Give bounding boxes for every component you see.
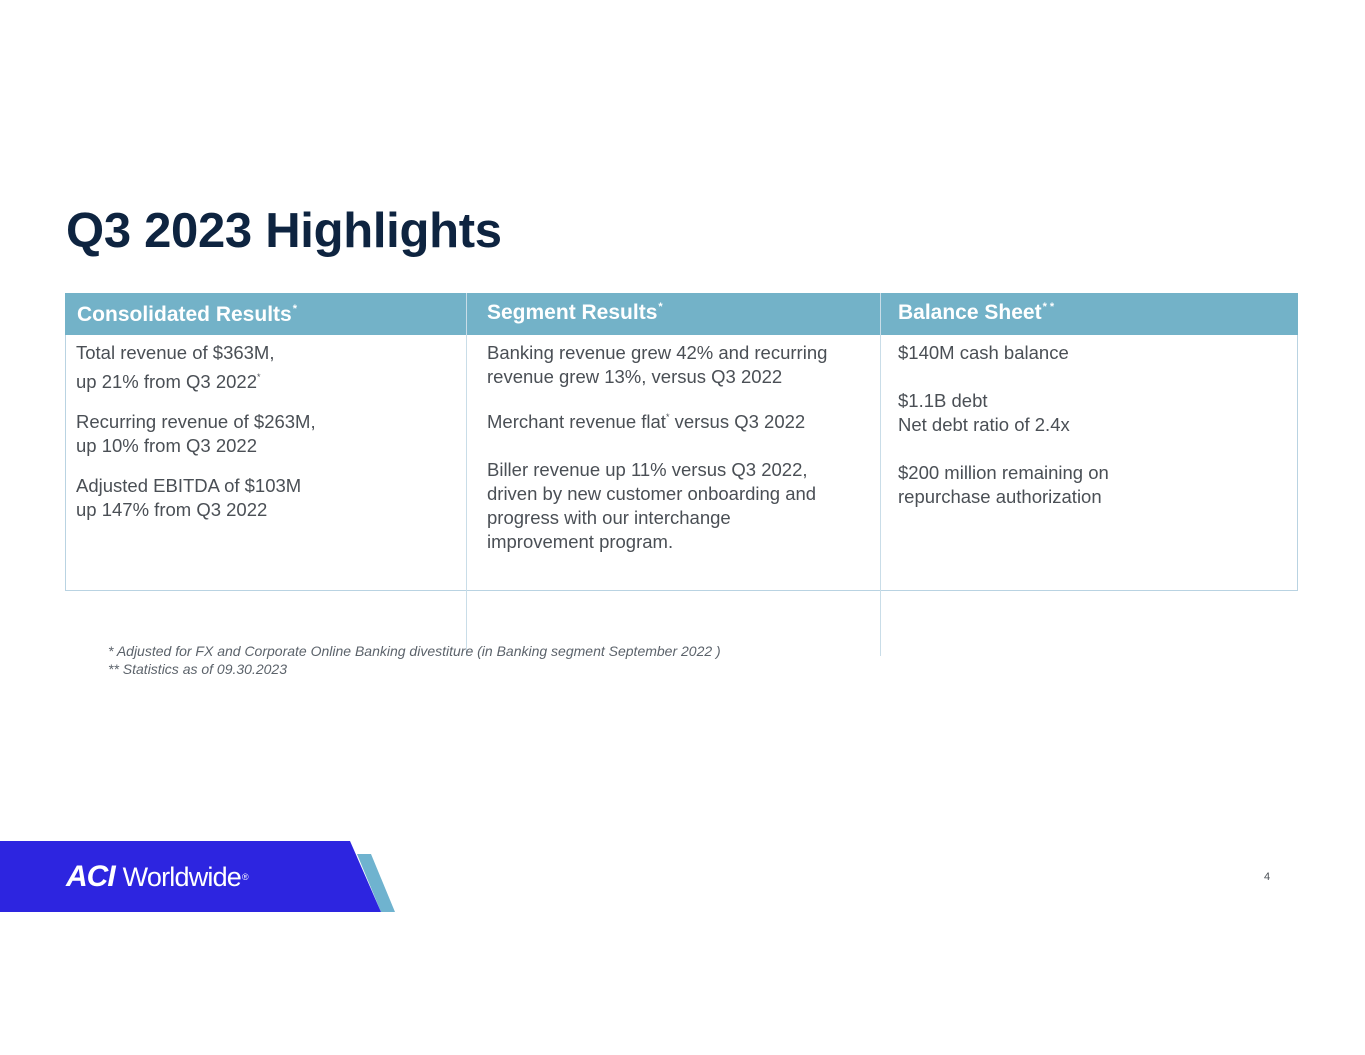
column-heading-balance-sheet: Balance Sheet* *: [898, 301, 1055, 324]
column-divider: [466, 293, 467, 656]
list-item: $200 million remaining on repurchase authorization: [898, 462, 1109, 507]
column-divider: [880, 293, 881, 656]
logo-mark: ACI: [66, 860, 115, 893]
list-item: Merchant revenue flat* versus Q3 2022: [487, 411, 806, 432]
list-item: $140M cash balance: [898, 342, 1069, 363]
footnote-statistics: ** Statistics as of 09.30.2023: [108, 661, 287, 677]
segment-results-cell: [487, 341, 827, 554]
column-heading-segment: Segment Results*: [487, 301, 663, 324]
list-item: Adjusted EBITDA of $103M up 147% from Q3 2022: [76, 475, 302, 520]
list-item: Total revenue of $363M, up 21% from Q3 2022*: [76, 342, 275, 392]
page-number: 4: [1264, 871, 1271, 883]
list-item: $1.1B debt Net debt ratio of 2.4x: [898, 390, 1070, 435]
logo-wordmark: Worldwide: [122, 861, 242, 892]
aci-worldwide-logo: [66, 860, 249, 894]
consolidated-results-cell: [76, 341, 316, 522]
logo-registered-mark: ®: [242, 872, 249, 882]
page-title: Q3 2023 Highlights: [66, 204, 502, 258]
list-item: Banking revenue grew 42% and recurring revenue grew 13%, versus Q3 2022: [487, 342, 828, 387]
list-item: Biller revenue up 11% versus Q3 2022, driven by new customer onboarding and progress with our interchange improvement program.: [487, 459, 817, 552]
column-heading-consolidated: Consolidated Results*: [77, 303, 297, 326]
list-item: Recurring revenue of $263M, up 10% from Q3 2022: [76, 411, 316, 456]
footnote-adjusted: * Adjusted for FX and Corporate Online Banking divestiture (in Banking segment September 2022 ): [108, 643, 721, 659]
balance-sheet-cell: [898, 341, 1109, 509]
